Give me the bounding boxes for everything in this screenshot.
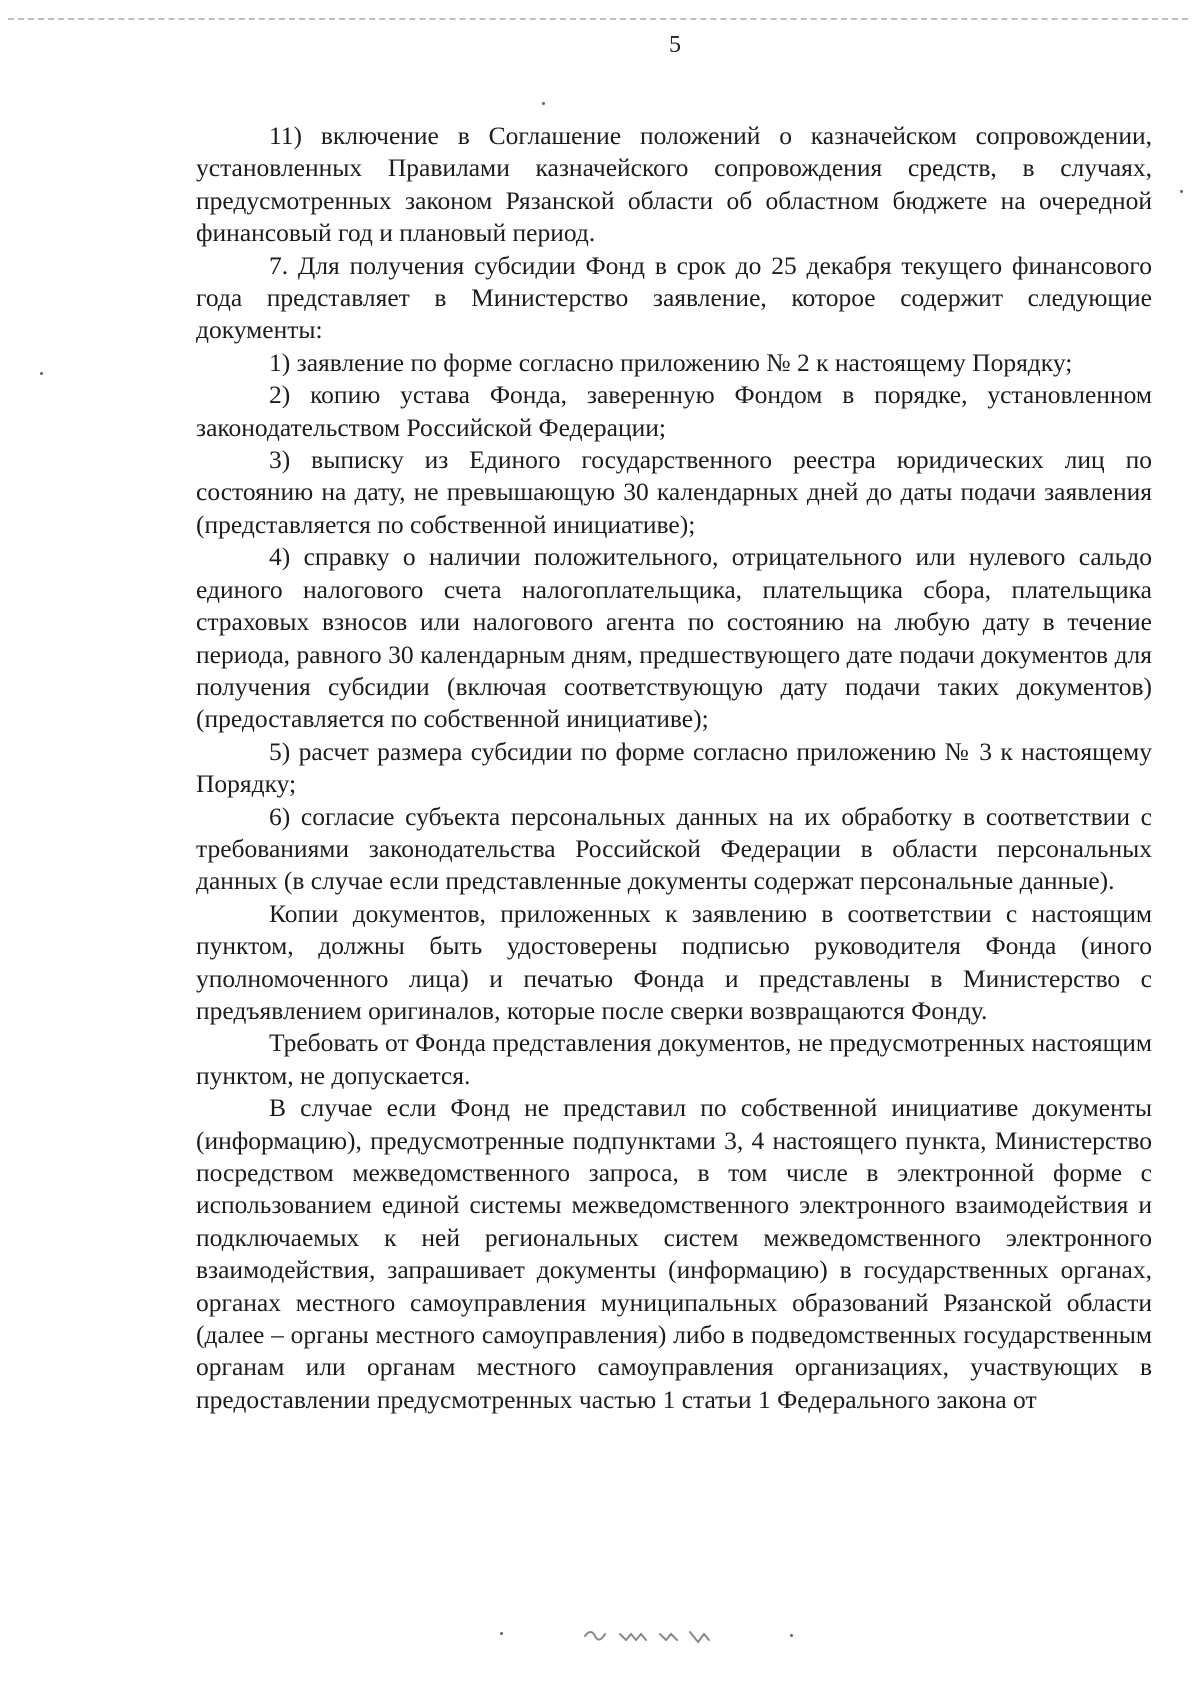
paragraph-subitem-5: 5) расчет размера субсидии по форме согласно приложению № 3 к настоящему Порядку; xyxy=(196,736,1152,799)
paragraph-subitem-6: 6) согласие субъекта персональных данных на их обработку в соответствии с требованиями законодательства Российской Федерации в области персональных данных (в случае если представленные документы содержат персональные данные). xyxy=(196,801,1152,896)
document-body xyxy=(196,120,1152,1416)
paragraph-requirement: Требовать от Фонда представления документов, не предусмотренных настоящим пунктом, не допускается. xyxy=(196,1028,1152,1090)
paragraph-copies: Копии документов, приложенных к заявлению в соответствии с настоящим пунктом, должны быть удостоверены подписью руководителя Фонда (иного уполномоченного лица) и печатью Фонда и представлены в Министерство с предъявлением оригиналов, которые после сверки возвращаются Фонду. xyxy=(196,898,1152,1025)
scan-speck xyxy=(40,372,43,375)
paragraph-interagency-request: В случае если Фонд не представил по собственной инициативе документы (информацию), предусмотренные подпунктами 3, 4 настоящего пункта, Министерство посредством межведомственного запроса, в том числе в электронной форме с использованием единой системы межведомственного электронного взаимодействия и подключаемых к ней региональных систем межведомственного электронного взаимодействия, запрашивает документы (информацию) в государственных органах, органах местного самоуправления муниципальных образований Рязанской области (далее – органы местного самоуправления) либо в подведомственных государственным органам или органам местного самоуправления организациях, участвующих в предоставлении предусмотренных частью 1 статьи 1 Федерального закона от xyxy=(196,1093,1152,1414)
handwritten-mark xyxy=(540,1620,800,1650)
scan-speck xyxy=(542,102,545,105)
scan-speck xyxy=(1180,190,1183,193)
paragraph-subitem-2: 2) копию устава Фонда, заверенную Фондом в порядке, установленном законодательством Российской Федерации; xyxy=(196,380,1152,442)
scan-edge-line xyxy=(8,18,1188,20)
paragraph-subitem-3: 3) выписку из Единого государственного реестра юридических лиц по состоянию на дату, не превышающую 30 календарных дней до даты подачи заявления (представляется по собственной инициативе); xyxy=(196,445,1152,539)
paragraph-point-7: 7. Для получения субсидии Фонд в срок до 25 декабря текущего финансового года представляет в Министерство заявление, которое содержит следующие документы: xyxy=(196,250,1152,345)
paragraph-subitem-1: 1) заявление по форме согласно приложению № 2 к настоящему Порядку; xyxy=(269,347,1073,377)
paragraph-item-11: 11) включение в Соглашение положений о казначейском сопровождении, установленных Правилами казначейского сопровождения средств, в случаях, предусмотренных законом Рязанской области об областном бюджете на очередной финансовый год и плановый период. xyxy=(196,121,1152,248)
scan-speck xyxy=(790,1634,793,1637)
page-number: 5 xyxy=(669,32,681,58)
scan-speck xyxy=(500,1632,503,1635)
paragraph-subitem-4: 4) справку о наличии положительного, отрицательного или нулевого сальдо единого налогового счета налогоплательщика, плательщика сбора, плательщика страховых взносов или налогового агента по состоянию на любую дату в течение периода, равного 30 календарным дням, предшествующего дате подачи документов для получения субсидии (включая соответствующую дату подачи таких документов) (предоставляется по собственной инициативе); xyxy=(196,542,1152,734)
